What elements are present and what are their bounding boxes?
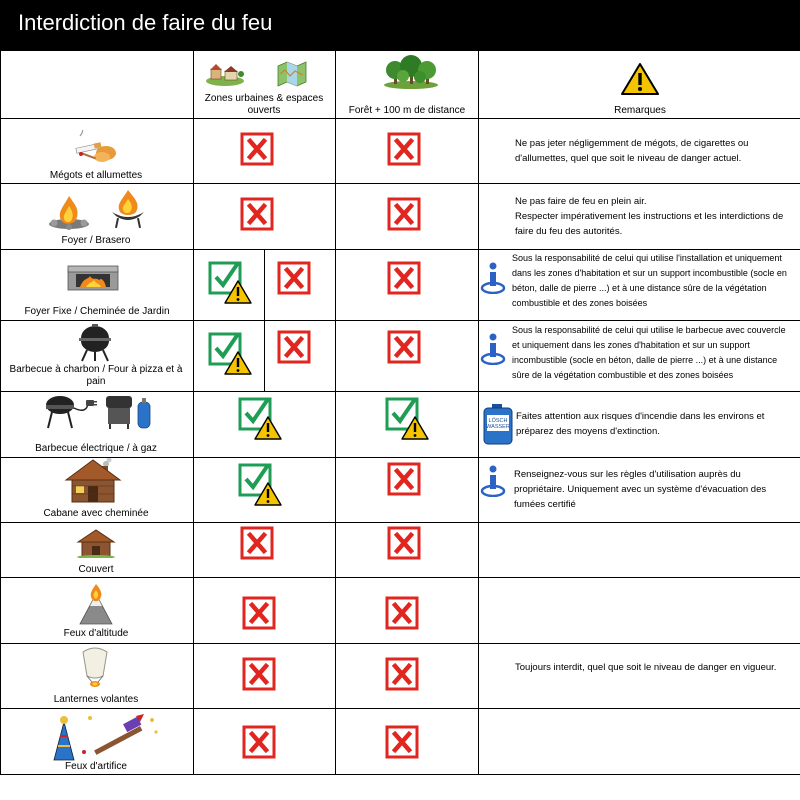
check-box-warning-icon bbox=[385, 395, 429, 441]
remark-lanternes: Toujours interdit, quel que soit le niveau de danger en vigueur. bbox=[515, 662, 777, 673]
remark-cabane: Renseignez-vous sur les règles d'utilisation auprès du propriétaire. Uniquement avec un système d'évacuation des fumées certifié bbox=[514, 469, 767, 510]
info-icon bbox=[480, 465, 506, 497]
fireworks-icon bbox=[40, 712, 160, 762]
table-rule bbox=[478, 50, 479, 774]
map-icon bbox=[276, 60, 308, 88]
table-rule bbox=[0, 50, 1, 774]
row-label-feux-artifice: Feux d'artifice bbox=[65, 761, 127, 772]
x-box-icon bbox=[277, 330, 311, 364]
check-box-warning-icon bbox=[208, 259, 252, 305]
canister-label: LÖSCH WASSER bbox=[486, 418, 510, 430]
table-rule bbox=[0, 50, 800, 51]
row-label-barbecue-electrique: Barbecue électrique / à gaz bbox=[35, 443, 157, 454]
check-box-warning-icon bbox=[238, 395, 282, 441]
info-icon bbox=[480, 262, 506, 294]
table-rule bbox=[0, 457, 800, 458]
check-box-warning-icon bbox=[238, 461, 282, 507]
row-label-megots: Mégots et allumettes bbox=[49, 170, 143, 181]
charcoal-barbecue-icon bbox=[76, 322, 114, 362]
check-box-warning-icon bbox=[208, 330, 252, 376]
water-canister-icon bbox=[482, 403, 514, 445]
row-label-feux-altitude: Feux d'altitude bbox=[63, 628, 129, 639]
table-rule bbox=[0, 708, 800, 709]
x-box-icon bbox=[385, 596, 419, 630]
shelter-icon bbox=[76, 528, 116, 558]
fixed-fireplace-icon bbox=[66, 262, 120, 292]
x-box-icon bbox=[240, 132, 274, 166]
table-rule bbox=[335, 50, 336, 774]
x-box-icon bbox=[387, 462, 421, 496]
forest-icon bbox=[383, 52, 439, 90]
x-box-icon bbox=[242, 657, 276, 691]
x-box-icon bbox=[240, 197, 274, 231]
campfire-icon bbox=[46, 192, 92, 230]
remark-megots: Ne pas jeter négligemment de mégots, de cigarettes ou d'allumettes, quel que soit le niveau de danger actuel. bbox=[515, 138, 749, 164]
cabin-with-chimney-icon bbox=[64, 456, 122, 504]
x-box-icon bbox=[387, 132, 421, 166]
sky-lantern-icon bbox=[76, 646, 114, 690]
table-rule bbox=[0, 774, 800, 775]
page-title: Interdiction de faire du feu bbox=[18, 10, 273, 35]
header-foret: Forêt + 100 m de distance bbox=[348, 105, 466, 116]
remark-foyer: Ne pas faire de feu en plein air. Respecter impérativement les instructions et les interdictions de faire du feu des autorités. bbox=[515, 196, 784, 237]
row-label-barbecue-charbon: Barbecue à charbon / Four à pizza et à pain bbox=[9, 364, 183, 387]
table-rule bbox=[0, 320, 800, 321]
x-box-icon bbox=[387, 330, 421, 364]
info-icon bbox=[480, 333, 506, 365]
remark-barbecue-electrique: Faites attention aux risques d'incendie dans les environs et préparez des moyens d'extinction. bbox=[516, 411, 765, 437]
row-label-couvert: Couvert bbox=[78, 564, 114, 575]
table-rule bbox=[0, 643, 800, 644]
row-label-foyer: Foyer / Brasero bbox=[61, 235, 131, 246]
altitude-fire-icon bbox=[76, 582, 116, 626]
x-box-icon bbox=[242, 596, 276, 630]
remark-foyer-fixe: Sous la responsabilité de celui qui utilise l'installation et uniquement dans les zones d'habitation et sur un support incombustible (socle en béton, dalle de pierre ...) et à une distance sûre de la végétation combustible et des zones boisées bbox=[512, 253, 787, 308]
table-rule bbox=[0, 522, 800, 523]
row-label-foyer-fixe: Foyer Fixe / Cheminée de Jardin bbox=[24, 306, 170, 317]
row-label-lanternes: Lanternes volantes bbox=[53, 694, 139, 705]
remark-barbecue-charbon: Sous la responsabilité de celui qui utilise le barbecue avec couvercle et uniquement dans les zones d'habitation et sur un support incombustible (socle en béton, dalle de pierre ...) et à une distance sûre de la végétation combustible et des zones boisées bbox=[512, 325, 786, 380]
header-remarques: Remarques bbox=[614, 105, 666, 116]
x-box-icon bbox=[385, 657, 419, 691]
x-box-icon bbox=[387, 526, 421, 560]
row-label-cabane: Cabane avec cheminée bbox=[43, 508, 149, 519]
electric-barbecue-icon bbox=[42, 392, 98, 430]
urban-zone-icon bbox=[205, 60, 245, 86]
brazier-icon bbox=[106, 188, 150, 230]
warning-triangle-icon bbox=[620, 62, 660, 96]
table-rule bbox=[193, 50, 194, 774]
x-box-icon bbox=[387, 197, 421, 231]
table-rule bbox=[0, 391, 800, 392]
cigarette-matches-icon bbox=[72, 130, 118, 164]
x-box-icon bbox=[242, 725, 276, 759]
x-box-icon bbox=[387, 261, 421, 295]
x-box-icon bbox=[240, 526, 274, 560]
table-rule bbox=[0, 118, 800, 119]
header-urbain: Zones urbaines & espaces ouverts bbox=[204, 93, 324, 116]
x-box-icon bbox=[385, 725, 419, 759]
table-rule bbox=[0, 577, 800, 578]
x-box-icon bbox=[277, 261, 311, 295]
table-rule bbox=[0, 249, 800, 250]
table-rule bbox=[264, 249, 265, 391]
table-rule bbox=[0, 183, 800, 184]
gas-barbecue-icon bbox=[104, 392, 154, 430]
